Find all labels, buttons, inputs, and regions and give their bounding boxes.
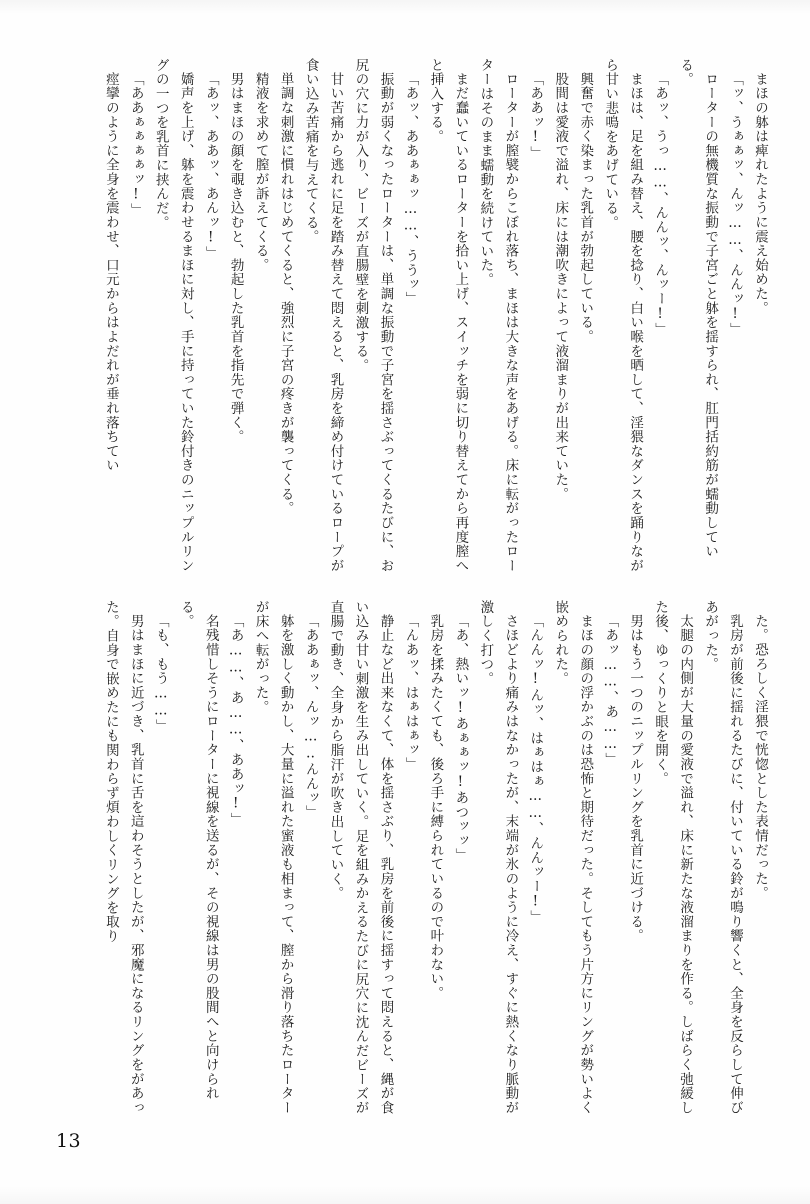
paragraph: 「ああぁッ、んッ…‥んんッ」	[302, 613, 319, 819]
paragraph: 「んあッ、はぁはぁッ」	[402, 613, 419, 771]
page-number: 13	[56, 1130, 81, 1152]
paragraph: まだ蠢いているローターを拾い上げ、スイッチを弱に切り替えてから再度膣へと挿入する。	[427, 58, 469, 573]
paragraph: 「んんッ!んッ、はぁはぁ……、んんッー!」	[527, 613, 544, 925]
paragraph: 興奮で赤く染まった乳首が勃起している。	[577, 71, 594, 344]
scan-edge-bottom	[0, 1186, 810, 1204]
paragraph: 名残惜しそうにローターに視線を送るが、その視線は男の股間へと向けられる。	[177, 600, 219, 1101]
paragraph: 股間は愛液で溢れ、床には潮吹きによって液溜まりが出来ていた。	[552, 71, 569, 501]
paragraph: まほは、足を組み替え、腰を捻り、白い喉を晒して、淫猥なダンスを踊りながら甘い悲鳴をあげている。	[602, 58, 644, 573]
paragraph: 痙攣のように全身を震わせ、口元からはよだれが垂れ落ちてい	[102, 71, 119, 473]
paragraph: 「ああぁぁぁぁッ!」	[127, 71, 144, 218]
paragraph: 「ああッ!」	[527, 71, 544, 160]
paragraph: 振動が弱くなったローターは、単調な振動で子宮を揺さぶってくるたびに、お尻の穴に力が入り、ビーズが直腸壁を刺激する。	[352, 58, 394, 573]
paragraph: 「あ……、あ……、ああッ!」	[227, 613, 244, 827]
text-block-upper	[98, 58, 772, 578]
paragraph: 静止など出来なくて、体を揺さぶり、乳房を前後に揺すって悶えると、縄が食い込み甘い刺激を生み出していく。足を組みかえるたびに尻穴に沈んだビーズが直腸で動き、全身から脂汗が吹き出していく。	[327, 600, 394, 1116]
paragraph: 単調な刺激に慣れはじめてくると、強烈に子宮の疼きが襲ってくる。	[277, 71, 294, 516]
paragraph: ローターの無機質な振動で子宮ごと躰を揺すられ、肛門括約筋が蠕動している。	[677, 58, 719, 559]
paragraph: ローターが膣襞からこぼれ落ち、まほは大きな声をあげる。床に転がったローターはそのまま蠕動を続けていた。	[477, 58, 519, 573]
paragraph: 「あッ……、あ……」	[602, 613, 619, 767]
paragraph: 乳房を揉みたくても、後ろ手に縛られているので叶わない。	[427, 613, 444, 1000]
paragraph: 乳房が前後に揺れるたびに、付いている鈴が鳴り響くと、全身を反らして伸びあがった。	[702, 600, 744, 1115]
paragraph: 「も、もう……」	[152, 613, 169, 733]
paragraph: 嬌声を上げ、躰を震わせるまほに対し、手に持っていた鈴付きのニップルリングの一つを乳首に挟んだ。	[152, 58, 194, 573]
paragraph: 「あッ、ああぁぁッ……、ううッ」	[402, 71, 419, 306]
scan-edge-top	[0, 0, 810, 14]
paragraph: た。恐ろしく淫猥で恍惚とした表情だった。	[752, 613, 768, 900]
paragraph: 太腿の内側が大量の愛液で溢れ、床に新たな液溜まりを作る。しばらく弛緩した後、ゆっくりと眼を開く。	[652, 600, 694, 1115]
paragraph: 「あ、熱いッ!あぁぁッ!あつッッ」	[452, 613, 469, 862]
paragraph: 「ッ、うぁぁッ、んッ……、んんッ!」	[727, 71, 744, 337]
paragraph: 「あッ、ああッ、あんッ!」	[202, 71, 219, 261]
paragraph: 精液を求めて膣が訴えてくる。	[252, 71, 269, 272]
paragraph: まほの躰は痺れたように震え始めた。	[752, 71, 768, 315]
paragraph: 甘い苦痛から逃れに足を踏み替えて悶えると、乳房を締め付けているロープが食い込み苦痛を与えてくる。	[302, 58, 344, 573]
paragraph: 男はまほに近づき、乳首に舌を這わそうとしたが、邪魔になるリングをがあった。自身で嵌めたにも関わらず煩わしくリングを取り	[102, 600, 144, 1115]
paragraph: さほどより痛みはなかったが、末端が氷のように冷え、すぐに熱くなり脈動が激しく打つ。	[477, 600, 519, 1115]
paragraph: 男はもう一つのニップルリングを乳首に近づける。	[627, 613, 644, 943]
text-block-lower	[98, 600, 772, 1120]
paragraph: 躰を激しく動かし、大量に溢れた蜜液も相まって、膣から滑り落ちたローターが床へ転がった。	[252, 600, 294, 1115]
paragraph: まほの顔の浮かぶのは恐怖と期待だった。そしてもう片方にリングが勢いよく嵌められた。	[552, 600, 594, 1115]
paragraph: 男はまほの顔を覗き込むと、勃起した乳首を指先で弾く。	[227, 71, 244, 444]
paragraph: 「あッ、うっ……、んんッ、んッー!」	[652, 71, 669, 337]
